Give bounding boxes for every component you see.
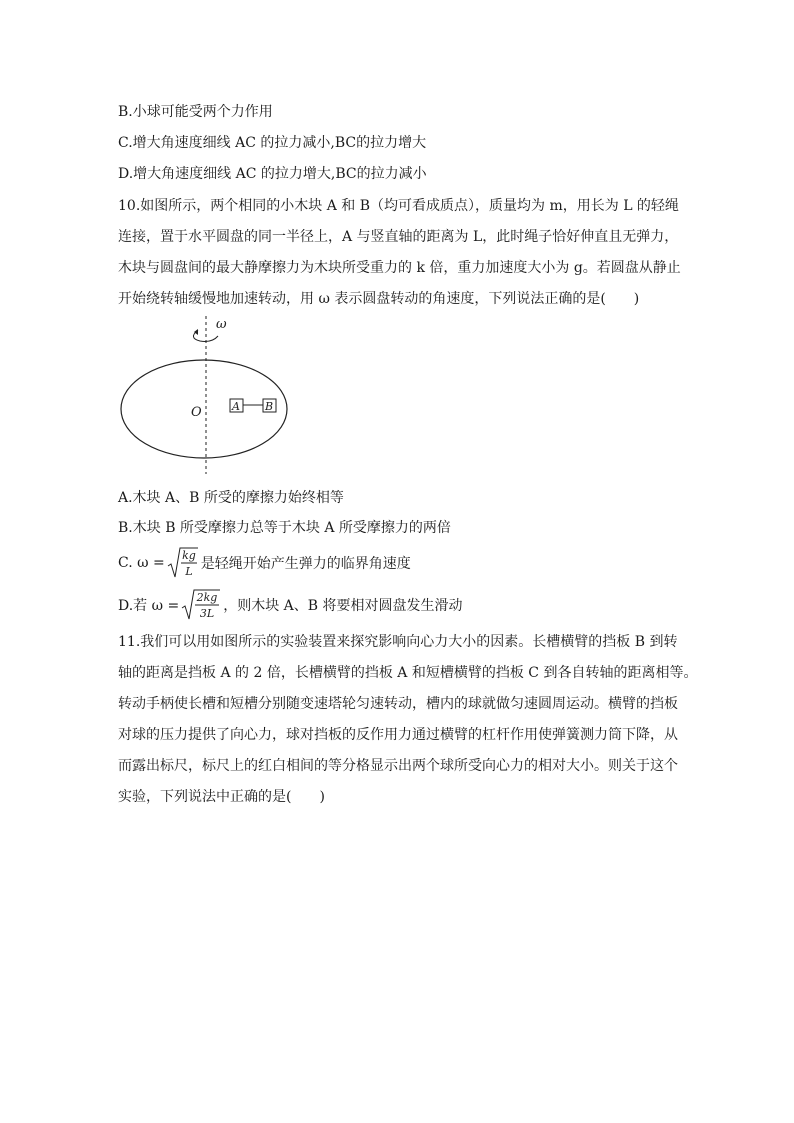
q10-option-d-suffix: ，则木块 A、B 将要相对圆盘发生滑动: [223, 598, 463, 614]
q9-option-d: D.增大角速度细线 AC 的拉力增大,BC的拉力减小: [118, 166, 427, 182]
omega-label: ω: [216, 317, 227, 332]
q11-stem-line-2: 轴的距离是挡板 A 的 2 倍，长槽横臂的挡板 A 和短槽横臂的挡板 C 到各自转轴的距离相等。: [118, 665, 698, 681]
q9-option-b: B.小球可能受两个力作用: [118, 104, 273, 120]
q10-stem-line-4: 开始绕转轴缓慢地加速转动，用 ω 表示圆盘转动的角速度，下列说法正确的是( ): [118, 291, 640, 307]
disk-diagram: [118, 312, 318, 482]
sqrt-fraction-c: [167, 546, 199, 580]
q11-stem-line-1: 11.我们可以用如图所示的实验装置来探究影响向心力大小的因素。长槽横臂的挡板 B 到转: [118, 634, 678, 650]
sqrt-fraction-d: [181, 588, 221, 622]
block-b-label: B: [265, 400, 274, 413]
block-a-label: A: [232, 400, 240, 413]
q10-option-d: [118, 588, 463, 622]
q10-stem-line-3: 木块与圆盘间的最大静摩擦力为木块所受重力的 k 倍，重力加速度大小为 g。若圆盘从静止: [118, 260, 681, 276]
center-label: O: [191, 405, 202, 420]
sqrt-d-numerator: 2kg: [196, 591, 218, 604]
q11-stem-line-6: 实验，下列说法中正确的是( ): [118, 789, 325, 805]
q10-option-c-suffix: 是轻绳开始产生弹力的临界角速度: [200, 556, 411, 572]
q10-option-c: [118, 546, 411, 580]
q10-figure: [118, 312, 318, 482]
q10-option-a: A.木块 A、B 所受的摩擦力始终相等: [118, 490, 344, 506]
q11-stem-line-5: 而露出标尺，标尺上的红白相间的等分格显示出两个球所受向心力的相对大小。则关于这个: [118, 758, 678, 774]
q11-stem-line-3: 转动手柄使长槽和短槽分别随变速塔轮匀速转动，槽内的球就做匀速圆周运动。横臂的挡板: [118, 696, 678, 712]
sqrt-d-denominator: 3L: [200, 607, 215, 620]
q10-option-d-prefix: D.若 ω =: [118, 598, 180, 614]
sqrt-c-denominator: L: [185, 565, 193, 578]
q10-option-c-prefix: C. ω =: [118, 555, 165, 571]
q10-stem-line-2: 连接，置于水平圆盘的同一半径上，A 与竖直轴的距离为 L，此时绳子恰好伸直且无弹力，: [118, 229, 679, 245]
q10-stem-line-1: 10.如图所示，两个相同的小木块 A 和 B（均可看成质点），质量均为 m，用长为 L 的轻绳: [118, 198, 679, 214]
disk-ellipse: [121, 360, 287, 458]
q9-option-c: C.增大角速度细线 AC 的拉力减小,BC的拉力增大: [118, 135, 427, 151]
sqrt-c-numerator: kg: [181, 549, 196, 562]
q10-option-b: B.木块 B 所受摩擦力总等于木块 A 所受摩擦力的两倍: [118, 520, 451, 536]
q11-stem-line-4: 对球的压力提供了向心力，球对挡板的反作用力通过横臂的杠杆作用使弹簧测力筒下降，从: [118, 727, 678, 743]
